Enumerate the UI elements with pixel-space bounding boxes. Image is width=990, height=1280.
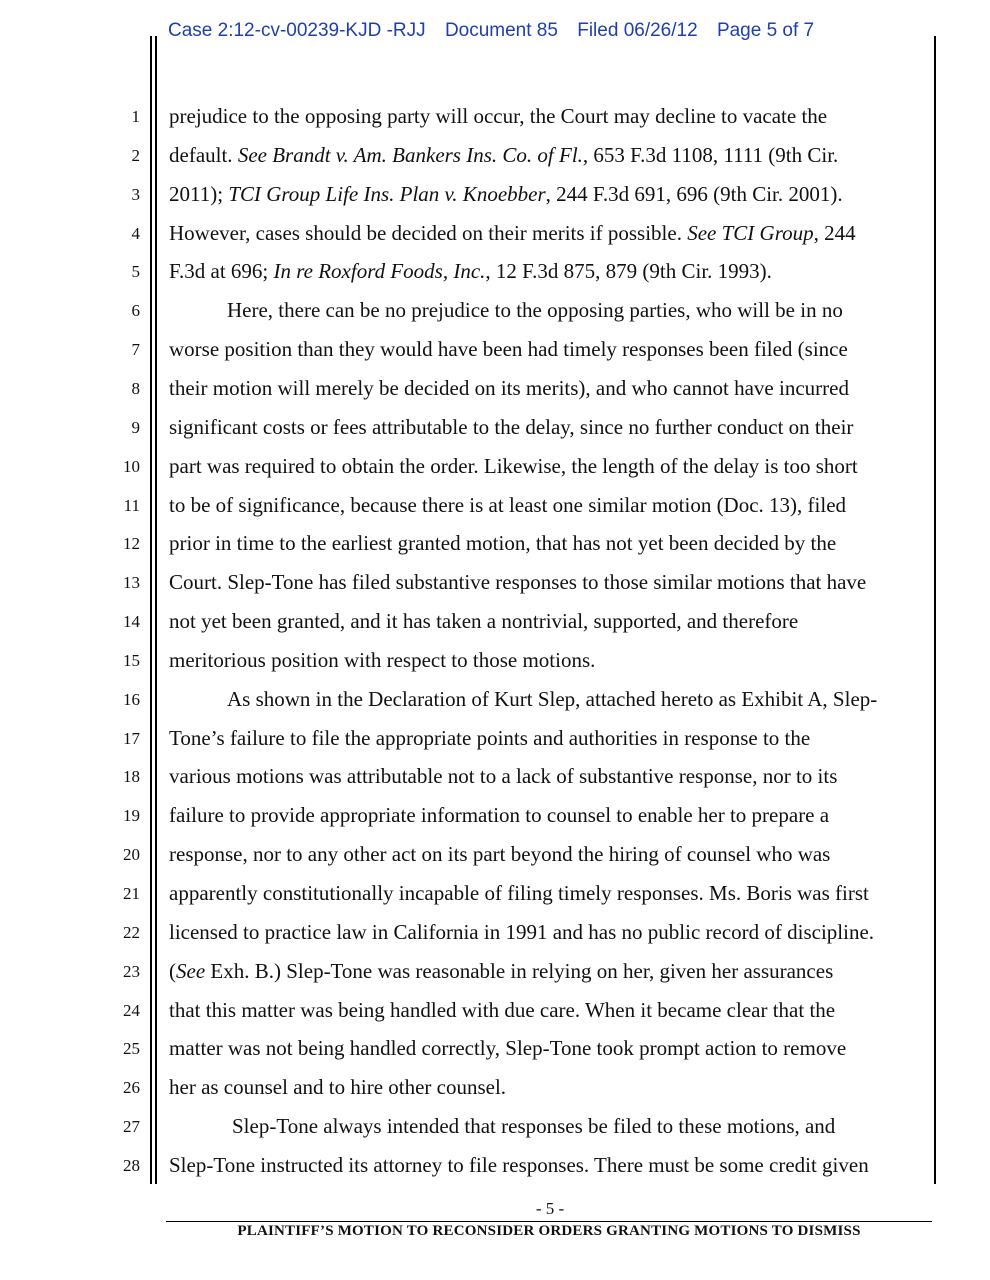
line-number: 5 (131, 262, 140, 282)
text-line (169, 609, 798, 633)
line-number: 4 (131, 223, 140, 243)
text-line (169, 415, 853, 439)
text-segment: Slep-Tone instructed its attorney to file responses. There must be some credit given (169, 1152, 869, 1177)
text-line (232, 1114, 835, 1138)
text-segment: F.3d at 696; (169, 259, 274, 284)
text-segment: to be of significance, because there is at least one similar motion (Doc. 13), filed (169, 492, 847, 517)
text-line (169, 143, 838, 167)
line-number: 6 (131, 301, 140, 321)
text-line (169, 998, 835, 1022)
text-line (169, 881, 869, 905)
line-number: 10 (123, 456, 140, 476)
page-number: - 5 - (535, 1199, 565, 1218)
line-number: 24 (123, 1000, 140, 1020)
text-segment: Court. Slep-Tone has filed substantive responses to those similar motions that have (169, 570, 867, 595)
text-segment: prejudice to the opposing party will occur, the Court may decline to vacate the (169, 104, 828, 128)
text-segment: that this matter was being handled with due care. When it became clear that the (169, 997, 836, 1022)
case-header (168, 20, 928, 46)
line-number: 14 (123, 612, 140, 632)
text-line (169, 104, 827, 128)
line-number: 13 (123, 573, 140, 593)
line-number: 12 (123, 534, 140, 554)
text-line (169, 454, 858, 478)
citation-italic: TCI Group Life Ins. Plan v. Knoebber (228, 181, 546, 206)
left-margin-rule-inner (155, 36, 157, 1184)
text-line (169, 648, 595, 672)
citation-italic: See TCI Group (687, 220, 814, 245)
text-line (169, 376, 849, 400)
line-number: 19 (123, 806, 140, 826)
line-number: 20 (123, 845, 140, 865)
filed-date: Filed 06/26/12 (577, 20, 698, 41)
text-segment: matter was not being handled correctly, Slep-Tone took prompt action to remove (169, 1036, 847, 1061)
text-segment: default. (169, 142, 238, 167)
text-segment: , 244 (813, 220, 856, 245)
footer-rule (166, 1221, 932, 1222)
text-segment: various motions was attributable not to a lack of substantive response, nor to its (169, 764, 838, 789)
text-segment: Exh. B.) Slep-Tone was reasonable in relying on her, given her assurances (205, 958, 834, 983)
text-segment: ( (169, 958, 176, 983)
text-line (169, 920, 874, 944)
text-line (169, 221, 856, 245)
left-margin-rule (150, 36, 152, 1184)
text-line (169, 1153, 869, 1177)
text-segment: 2011); (169, 181, 229, 206)
text-segment: meritorious position with respect to those motions. (169, 647, 596, 672)
line-number: 1 (131, 107, 140, 126)
line-number: 15 (123, 650, 140, 670)
citation-italic: See Brandt v. Am. Bankers Ins. Co. of Fl. (237, 142, 583, 167)
right-margin-rule (934, 36, 936, 1184)
line-number: 2 (131, 145, 140, 165)
text-line (169, 1075, 506, 1099)
line-number: 27 (123, 1117, 140, 1137)
line-number: 21 (123, 884, 140, 903)
text-line (169, 493, 846, 517)
text-line (169, 803, 829, 827)
text-segment: However, cases should be decided on their merits if possible. (169, 220, 688, 245)
text-segment: part was required to obtain the order. Likewise, the length of the delay is too short (169, 453, 858, 478)
text-segment: , 12 F.3d 875, 879 (9th Cir. 1993). (485, 259, 772, 284)
line-number: 22 (123, 922, 140, 942)
line-number: 28 (123, 1155, 140, 1175)
case-number: Case 2:12-cv-00239-KJD -RJJ (168, 20, 426, 41)
text-line (169, 726, 810, 750)
line-number: 11 (123, 495, 140, 515)
line-number: 8 (131, 378, 140, 398)
line-number: 7 (131, 340, 140, 360)
text-segment: As shown in the Declaration of Kurt Slep, attached hereto as Exhibit A, Slep- (227, 686, 878, 711)
citation-italic: In re Roxford Foods, Inc. (273, 259, 486, 284)
line-number: 18 (123, 767, 140, 787)
text-line (227, 687, 877, 711)
text-segment: apparently constitutionally incapable of filing timely responses. Ms. Boris was first (169, 881, 869, 905)
line-number: 23 (123, 961, 140, 981)
text-line (169, 764, 837, 788)
text-line (169, 1036, 846, 1060)
text-segment: Tone’s failure to file the appropriate points and authorities in response to the (169, 725, 811, 750)
document-number: Document 85 (444, 20, 558, 41)
text-segment: licensed to practice law in California in 1991 and has no public record of discipline. (169, 919, 875, 944)
text-line (169, 570, 866, 594)
text-segment: failure to provide appropriate information to counsel to enable her to prepare a (169, 803, 830, 828)
text-line (169, 259, 772, 283)
text-segment: not yet been granted, and it has taken a nontrivial, supported, and therefore (169, 609, 799, 634)
text-segment: Slep-Tone always intended that responses be filed to these motions, and (232, 1114, 836, 1139)
text-line (169, 531, 836, 555)
line-number: 26 (123, 1078, 140, 1098)
page-indicator: Page 5 of 7 (716, 20, 815, 41)
line-number: 3 (131, 184, 140, 204)
text-segment: , 653 F.3d 1108, 1111 (9th Cir. (582, 142, 839, 167)
line-number: 9 (131, 417, 140, 437)
text-line (169, 337, 848, 361)
text-segment: their motion will merely be decided on its merits), and who cannot have incurred (169, 375, 849, 400)
line-number: 17 (123, 728, 140, 748)
text-segment: her as counsel and to hire other counsel. (169, 1075, 507, 1100)
text-line (169, 842, 830, 866)
line-number: 25 (123, 1039, 140, 1059)
text-segment: response, nor to any other act on its part beyond the hiring of counsel who was (169, 842, 831, 867)
text-line (227, 298, 843, 322)
text-segment: prior in time to the earliest granted motion, that has not yet been decided by the (169, 531, 837, 556)
text-line (169, 959, 833, 983)
text-segment: worse position than they would have been had timely responses been filed (since (169, 337, 848, 362)
citation-italic: See (176, 958, 206, 983)
line-number: 16 (123, 689, 140, 709)
text-segment: , 244 F.3d 691, 696 (9th Cir. 2001). (545, 181, 843, 206)
footer-title: PLAINTIFF’S MOTION TO RECONSIDER ORDERS GRANTING MOTIONS TO DISMISS (237, 1223, 861, 1239)
text-segment: Here, there can be no prejudice to the opposing parties, who will be in no (227, 298, 843, 323)
text-line (169, 182, 843, 206)
text-segment: significant costs or fees attributable to the delay, since no further conduct on their (169, 414, 854, 439)
